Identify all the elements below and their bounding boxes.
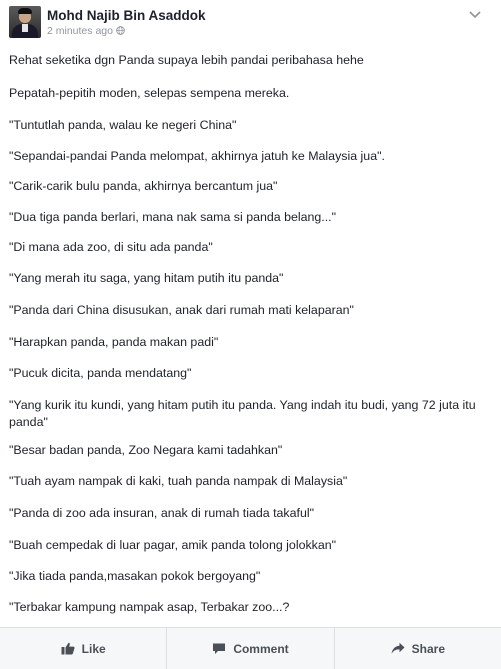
timestamp-text: 2 minutes ago xyxy=(47,25,113,37)
post-line: "Yang kurik itu kundi, yang hitam putih itu panda. Yang indah itu budi, yang 72 juta itu panda" xyxy=(9,398,476,429)
like-button[interactable] xyxy=(0,628,167,669)
post-line: Pepatah-pepitih moden, selepas sempena mereka. xyxy=(9,86,290,100)
post-line: "Carik-carik bulu panda, akhirnya bercantum jua" xyxy=(9,179,278,193)
post-line: "Jika tiada panda,masakan pokok bergoyang" xyxy=(9,569,261,583)
post-line: "Harapkan panda, panda makan padi" xyxy=(9,335,219,349)
post-line: "Pucuk dicita, panda mendatang" xyxy=(9,366,192,380)
post-line: Rehat seketika dgn Panda supaya lebih pandai peribahasa hehe xyxy=(9,53,364,67)
globe-icon xyxy=(116,26,125,35)
like-label: Like xyxy=(81,641,106,656)
post-line: "Besar badan panda, Zoo Negara kami tadahkan" xyxy=(9,443,283,457)
post-line: "Tuah ayam nampak di kaki, tuah panda nampak di Malaysia" xyxy=(9,474,348,488)
share-button[interactable] xyxy=(335,628,501,669)
share-arrow-icon xyxy=(391,642,405,655)
post-line: "Buah cempedak di luar pagar, amik panda tolong jolokkan" xyxy=(9,538,337,552)
avatar[interactable] xyxy=(9,6,41,38)
post-header xyxy=(0,0,501,44)
post-line: "Di mana ada zoo, di situ ada panda" xyxy=(9,240,213,254)
chevron-down-icon[interactable] xyxy=(469,10,481,20)
post-line: "Sepandai-pandai Panda melompat, akhirnya jatuh ke Malaysia jua". xyxy=(9,149,385,163)
post-line: "Tuntutlah panda, walau ke negeri China" xyxy=(9,118,237,132)
post-actions-bar xyxy=(0,627,501,669)
comment-bubble-icon xyxy=(212,642,226,655)
thumbs-up-icon xyxy=(61,642,75,655)
comment-button[interactable] xyxy=(167,628,334,669)
author-name[interactable]: Mohd Najib Bin Asaddok xyxy=(47,8,206,23)
post-line: "Panda di zoo ada insuran, anak di rumah tiada takaful" xyxy=(9,506,314,520)
post-line: "Terbakar kampung nampak asap, Terbakar zoo...? xyxy=(9,600,290,614)
comment-label: Comment xyxy=(233,641,289,656)
post-line: "Panda dari China disusukan, anak dari rumah mati kelaparan" xyxy=(9,303,354,317)
share-label: Share xyxy=(411,641,445,656)
post-line: "Dua tiga panda berlari, mana nak sama si panda belang..." xyxy=(9,210,337,224)
post-timestamp[interactable] xyxy=(47,25,125,37)
post-line: "Yang merah itu saga, yang hitam putih itu panda" xyxy=(9,271,284,285)
